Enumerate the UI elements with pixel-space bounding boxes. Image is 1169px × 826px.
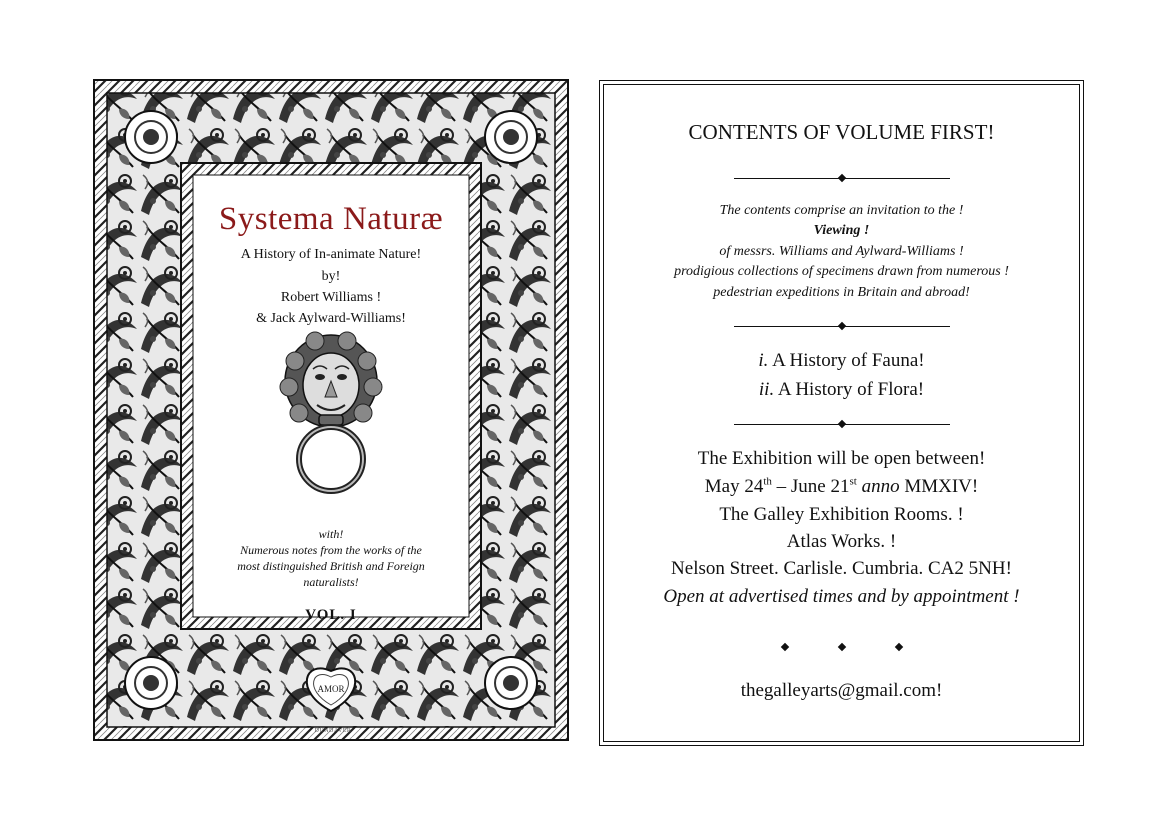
divider-ornament — [734, 173, 950, 185]
notes-line-3: naturalists! — [303, 575, 359, 589]
dot-ornament — [779, 642, 905, 654]
title-card — [203, 181, 459, 623]
invitation-line-4: prodigious collections of specimens drawn from numerous ! — [674, 264, 1009, 279]
contents-item-fauna — [599, 346, 1084, 375]
by-label: by! — [321, 269, 341, 284]
diamond-icon — [781, 643, 789, 651]
diamond-icon — [838, 322, 846, 330]
invitation-line-1: The contents comprise an invitation to the ! — [719, 203, 964, 218]
invitation-line-5: pedestrian expeditions in Britain and abroad! — [713, 285, 970, 300]
diamond-icon — [838, 420, 846, 428]
exhibition-hours: Open at advertised times and by appointment ! — [663, 586, 1020, 607]
divider-ornament — [734, 321, 950, 333]
book-subtitle: A History of In-animate Nature! — [240, 247, 422, 262]
diamond-icon — [838, 174, 846, 182]
heart-inscription: AMOR — [317, 684, 345, 694]
diamond-icon — [838, 643, 846, 651]
divider-ornament — [734, 419, 950, 431]
invitation-viewing: Viewing ! — [813, 223, 870, 238]
contact-email[interactable]: thegalleyarts@gmail.com! — [740, 680, 943, 701]
contents-page-panel — [599, 80, 1084, 746]
engraver-signature: DUNDAVER — [314, 728, 352, 734]
with-label: with! — [318, 527, 344, 541]
item-label: A History of Flora! — [777, 379, 925, 400]
volume-label: VOL. I — [305, 607, 357, 623]
book-title: Systema Naturæ — [218, 201, 444, 237]
exhibition-dates: May 24th – June 21st anno MMXIV! — [704, 475, 979, 497]
contents-item-flora — [599, 375, 1084, 404]
exhibition-building: Atlas Works. ! — [786, 531, 897, 552]
author-2: & Jack Aylward-Williams! — [256, 311, 406, 326]
item-number: ii. — [758, 379, 775, 400]
notes-line-1: Numerous notes from the works of the — [240, 543, 422, 557]
notes-line-2: most distinguished British and Foreign — [237, 559, 425, 573]
exhibition-venue: The Galley Exhibition Rooms. ! — [719, 504, 964, 525]
item-label: A History of Fauna! — [772, 350, 925, 371]
invitation-line-3: of messrs. Williams and Aylward-Williams ! — [719, 244, 964, 259]
contents-heading: CONTENTS OF VOLUME FIRST! — [688, 120, 995, 144]
exhibition-intro: The Exhibition will be open between! — [697, 448, 986, 469]
item-number: i. — [758, 350, 769, 371]
title-page-panel — [93, 79, 569, 741]
exhibition-address: Nelson Street. Carlisle. Cumbria. CA2 5NH! — [671, 558, 1012, 579]
lion-knocker-icon — [275, 331, 387, 499]
author-1: Robert Williams ! — [280, 290, 382, 305]
diamond-icon — [895, 643, 903, 651]
